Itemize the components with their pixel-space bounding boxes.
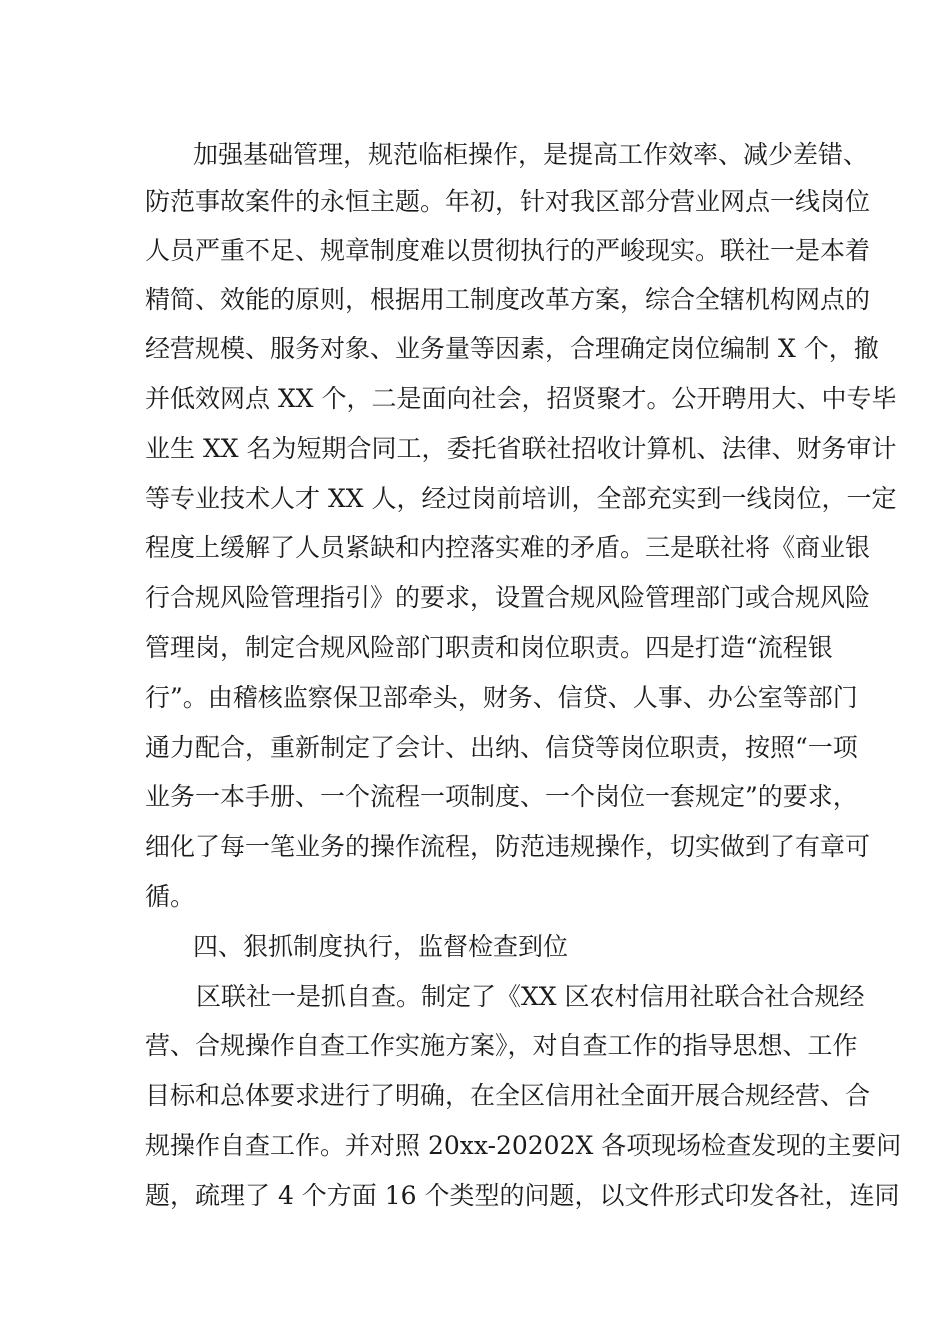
paragraph-2-line: 营、合规操作自查工作实施方案》，对自查工作的指导思想、工作	[145, 1031, 858, 1060]
paragraph-1-line: 行合规风险管理指引》的要求，设置合规风险管理部门或合规风险	[145, 583, 871, 612]
paragraph-1-line: 通力配合，重新制定了会计、出纳、信贷等岗位职责，按照“一项	[145, 733, 858, 762]
paragraph-1-line: 循。	[145, 882, 196, 911]
paragraph-1-line: 业务一本手册、一个流程一项制度、一个岗位一套规定”的要求，	[145, 782, 858, 811]
paragraph-1-line: 并低效网点 XX 个，二是面向社会，招贤聚才。公开聘用大、中专毕	[145, 384, 897, 413]
paragraph-1-line: 等专业技术人才 XX 人，经过岗前培训，全部充实到一线岗位，一定	[145, 484, 897, 513]
paragraph-1-line: 细化了每一笔业务的操作流程，防范违规操作，切实做到了有章可	[145, 832, 871, 861]
paragraph-1-line: 人员严重不足、规章制度难以贯彻执行的严峻现实。联社一是本着	[145, 236, 871, 265]
section-heading: 四、狠抓制度执行，监督检查到位	[193, 932, 569, 961]
paragraph-2-line: 规操作自查工作。并对照 20xx-20202X 各项现场检查发现的主要问	[145, 1131, 902, 1160]
paragraph-1-line: 加强基础管理，规范临柜操作，是提高工作效率、减少差错、	[193, 140, 869, 169]
paragraph-1-line: 管理岗，制定合规风险部门职责和岗位职责。四是打造“流程银	[145, 633, 833, 662]
paragraph-1-line: 精简、效能的原则，根据用工制度改革方案，综合全辖机构网点的	[145, 285, 871, 314]
paragraph-2-line: 区联社一是抓自查。制定了《XX 区农村信用社联合社合规经	[196, 982, 865, 1011]
paragraph-2-line: 题，疏理了 4 个方面 16 个类型的问题，以文件形式印发各社，连同	[145, 1181, 900, 1210]
paragraph-1-line: 业生 XX 名为短期合同工，委托省联社招收计算机、法律、财务审计	[145, 434, 897, 463]
paragraph-2-line: 目标和总体要求进行了明确，在全区信用社全面开展合规经营、合	[145, 1081, 871, 1110]
paragraph-1-line: 行”。由稽核监察保卫部牵头，财务、信贷、人事、办公室等部门	[145, 683, 858, 712]
paragraph-1-line: 程度上缓解了人员紧缺和内控落实难的矛盾。三是联社将《商业银	[145, 533, 871, 562]
paragraph-1-line: 防范事故案件的永恒主题。年初，针对我区部分营业网点一线岗位	[145, 187, 871, 216]
paragraph-1-line: 经营规模、服务对象、业务量等因素，合理确定岗位编制 X 个，撤	[145, 334, 879, 363]
